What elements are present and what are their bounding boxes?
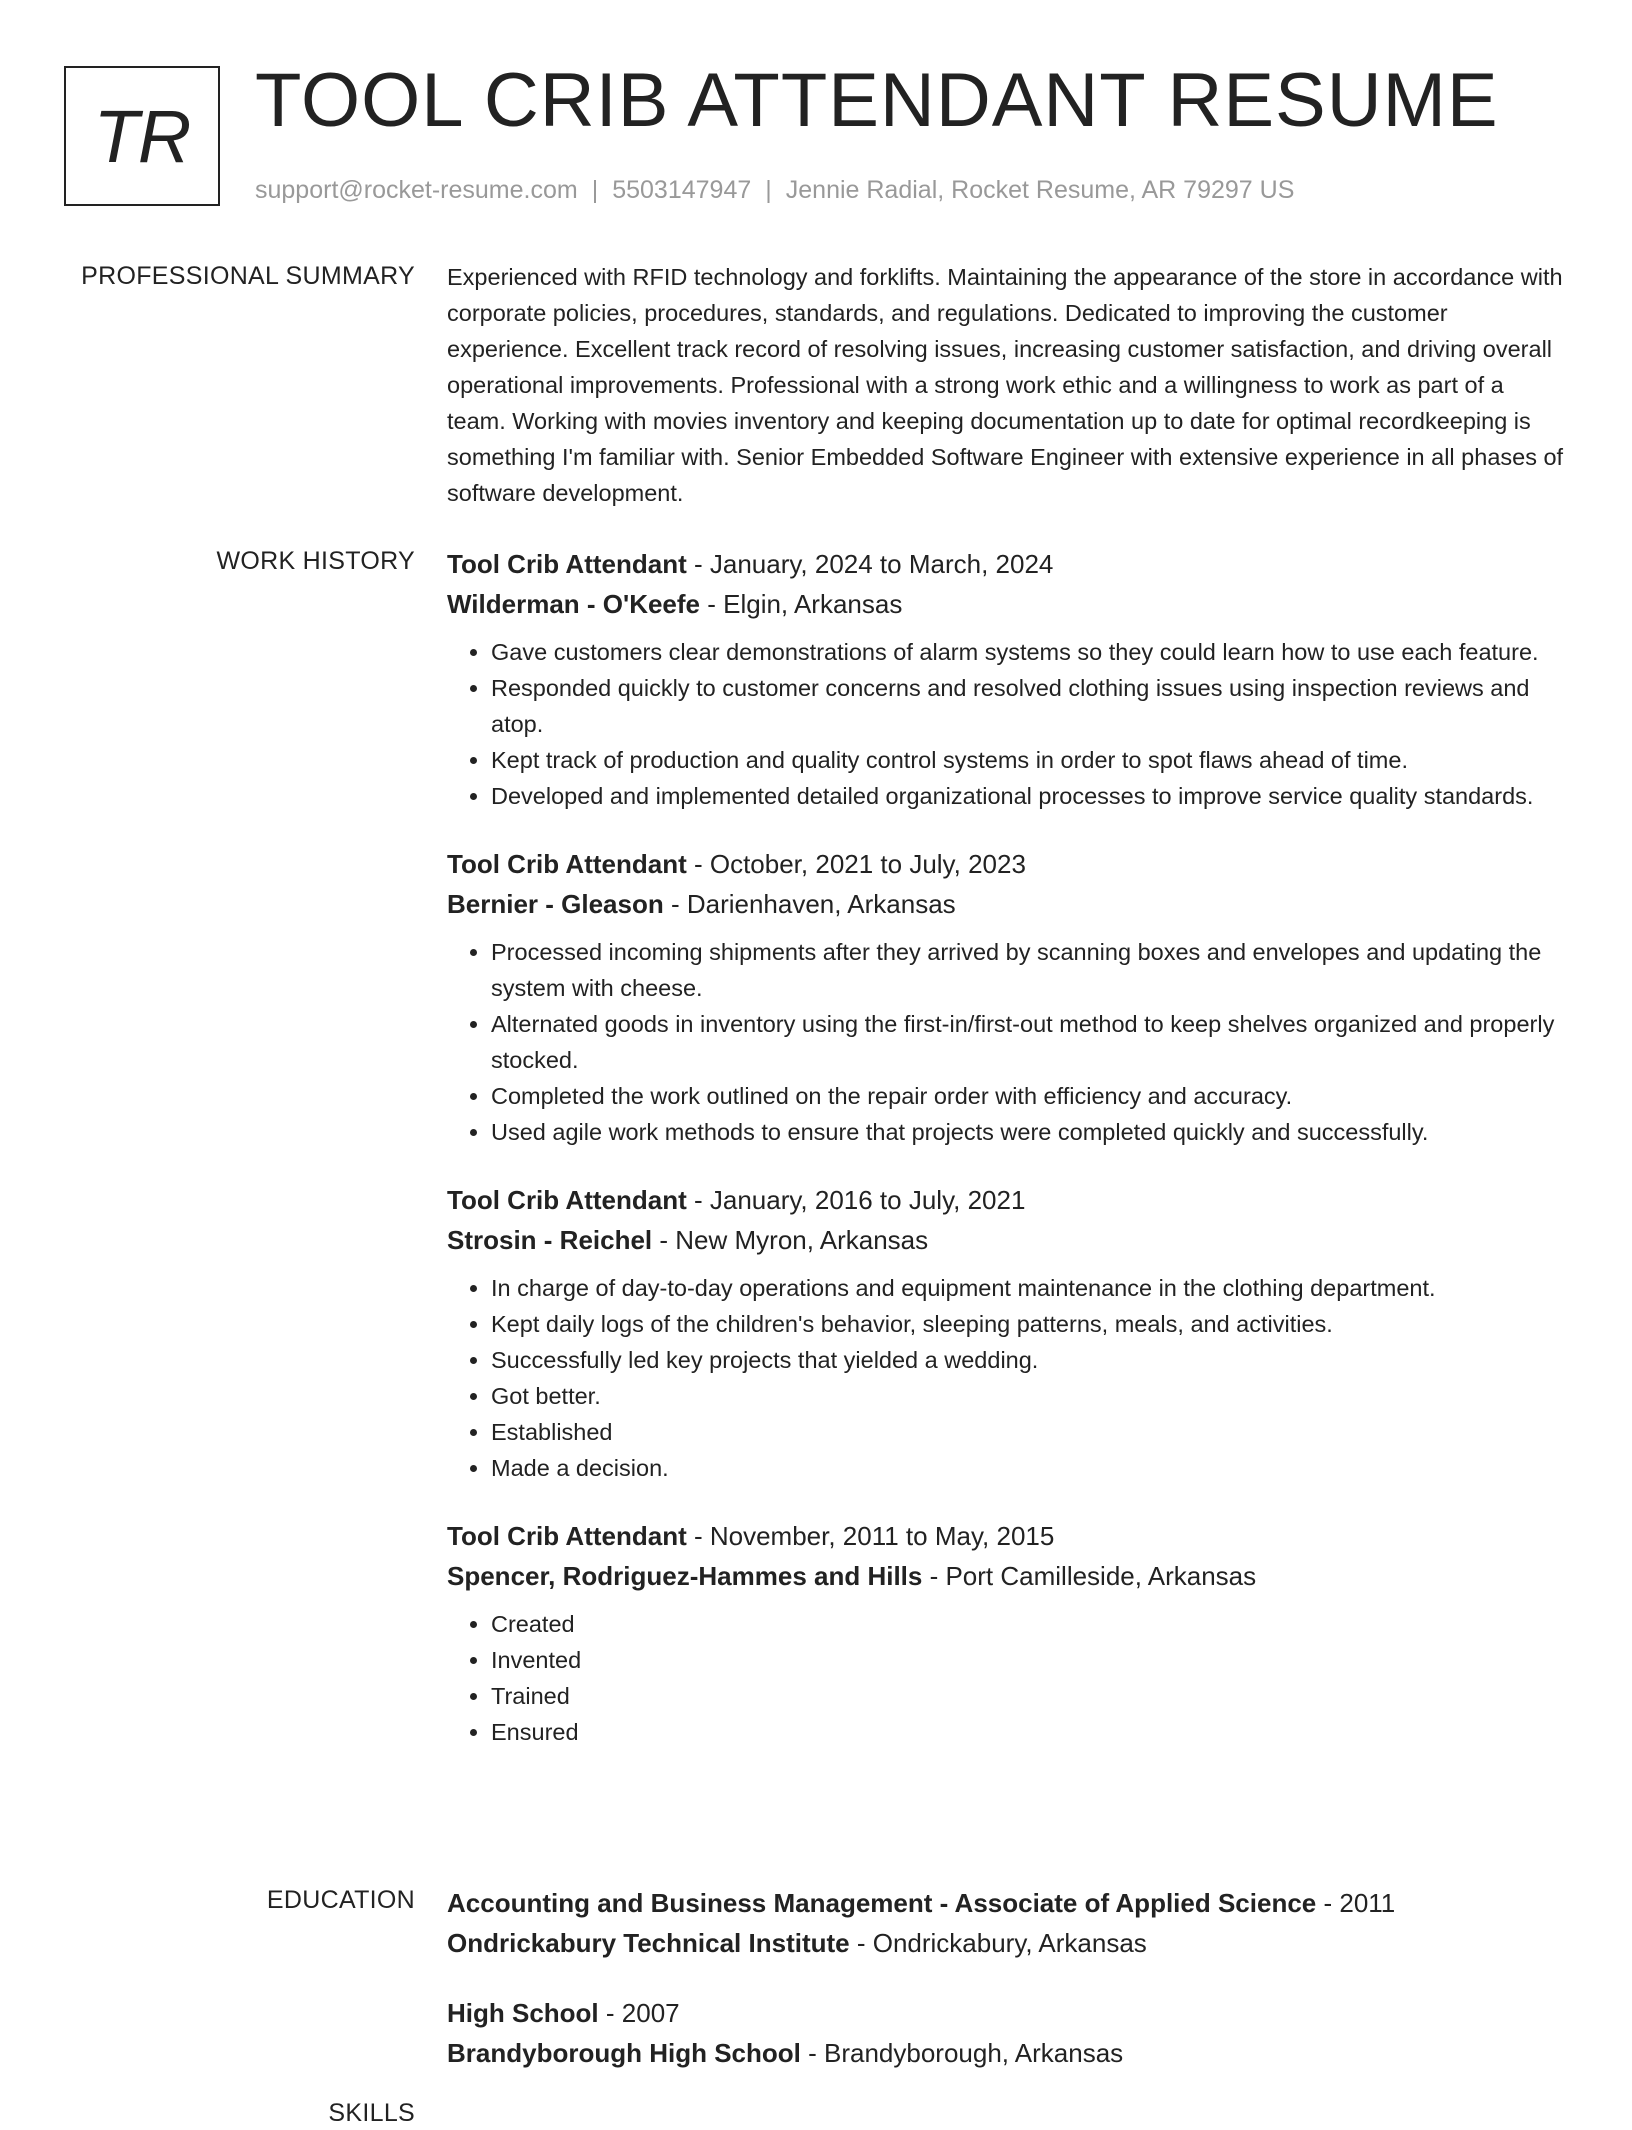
job-location: - New Myron, Arkansas [652, 1225, 929, 1255]
job-bullet: • Alternated goods in inventory using the first-in/first-out method to keep shelves organized and properly stocked. [491, 1006, 1567, 1078]
job-bullet: • In charge of day-to-day operations and equipment maintenance in the clothing department. [491, 1270, 1567, 1306]
education-degree-line [447, 1883, 1567, 1923]
education-school-line [447, 1923, 1567, 1963]
education-school: Ondrickabury Technical Institute [447, 1928, 850, 1958]
job-company-line [447, 584, 1567, 624]
job-dates: - January, 2024 to March, 2024 [686, 549, 1054, 579]
summary-body [447, 259, 1567, 511]
contact-email: support@rocket-resume.com [255, 176, 578, 204]
contact-separator: | [765, 176, 772, 204]
job-company: Spencer, Rodriguez-Hammes and Hills [447, 1561, 923, 1591]
job-bullet: • Trained [491, 1678, 1567, 1714]
education-degree: High School [447, 1998, 599, 2028]
job-bullet: • Got better. [491, 1378, 1567, 1414]
education-entry [447, 1993, 1567, 2073]
job-title-line [447, 544, 1567, 584]
contact-phone: 5503147947 [612, 176, 752, 204]
job-bullet: • Successfully led key projects that yielded a wedding. [491, 1342, 1567, 1378]
job-bullet: • Completed the work outlined on the repair order with efficiency and accuracy. [491, 1078, 1567, 1114]
job-entry [447, 1516, 1567, 1750]
job-company: Wilderman - O'Keefe [447, 589, 701, 619]
job-dates: - January, 2016 to July, 2021 [686, 1185, 1026, 1215]
job-company: Bernier - Gleason [447, 889, 664, 919]
education-list [447, 1883, 1567, 2103]
education-school-line [447, 2033, 1567, 2073]
contact-address: Jennie Radial, Rocket Resume, AR 79297 US [785, 176, 1295, 204]
job-company-line [447, 1556, 1567, 1596]
job-title-line [447, 844, 1567, 884]
job-bullet: • Gave customers clear demonstrations of alarm systems so they could learn how to use each feature. [491, 634, 1567, 670]
education-heading: EDUCATION [266, 1886, 415, 1914]
job-bullets [447, 1270, 1567, 1486]
job-dates: - November, 2011 to May, 2015 [686, 1521, 1055, 1551]
education-year: - 2011 [1316, 1888, 1396, 1918]
job-entry [447, 1180, 1567, 1486]
job-bullets [447, 934, 1567, 1150]
job-bullet: • Responded quickly to customer concerns and resolved clothing issues using inspection reviews and atop. [491, 670, 1567, 742]
job-dates: - October, 2021 to July, 2023 [686, 849, 1026, 879]
education-school: Brandyborough High School [447, 2038, 801, 2068]
job-bullet: • Established [491, 1414, 1567, 1450]
contact-separator: | [591, 176, 599, 204]
job-entry [447, 544, 1567, 814]
summary-text: Experienced with RFID technology and forklifts. Maintaining the appearance of the store in accordance with corporate policies, procedures, standards, and regulations. Dedicated to improving the customer experience. Excellent track record of resolving issues, increasing customer satisfaction, and driving overall operational improvements. Professional with a strong work ethic and a willingness to work as part of a team. Working with movies inventory and keeping documentation up to date for optimal recordkeeping is something I'm familiar with. Senior Embedded Software Engineer with extensive experience in all phases of software development. [447, 264, 1564, 506]
job-company-line [447, 1220, 1567, 1260]
work-history-heading: WORK HISTORY [216, 547, 415, 575]
education-degree-line [447, 1993, 1567, 2033]
job-bullet: • Developed and implemented detailed organizational processes to improve service quality standards. [491, 778, 1567, 814]
education-entry [447, 1883, 1567, 1963]
resume-title: TOOL CRIB ATTENDANT RESUME [255, 58, 1499, 143]
job-entry [447, 844, 1567, 1150]
education-location: - Brandyborough, Arkansas [800, 2038, 1124, 2068]
job-bullet: • Used agile work methods to ensure that projects were completed quickly and successfully. [491, 1114, 1567, 1150]
job-company-line [447, 884, 1567, 924]
skills-heading: SKILLS [328, 2099, 415, 2127]
job-bullet: • Created [491, 1606, 1567, 1642]
job-bullet: • Invented [491, 1642, 1567, 1678]
summary-heading: PROFESSIONAL SUMMARY [81, 262, 415, 290]
job-company: Strosin - Reichel [447, 1225, 653, 1255]
contact-line [255, 172, 1294, 208]
job-bullet: • Processed incoming shipments after they arrived by scanning boxes and envelopes and updating the system with cheese. [491, 934, 1567, 1006]
job-bullets [447, 634, 1567, 814]
job-bullet: • Ensured [491, 1714, 1567, 1750]
job-bullet: • Made a decision. [491, 1450, 1567, 1486]
education-location: - Ondrickabury, Arkansas [849, 1928, 1147, 1958]
job-title: Tool Crib Attendant [447, 1521, 687, 1551]
job-bullet: • Kept daily logs of the children's behavior, sleeping patterns, meals, and activities. [491, 1306, 1567, 1342]
job-title: Tool Crib Attendant [447, 849, 687, 879]
job-title: Tool Crib Attendant [447, 549, 687, 579]
initials-monogram: TR [64, 66, 220, 206]
job-title-line [447, 1180, 1567, 1220]
education-degree: Accounting and Business Management - Associate of Applied Science [447, 1888, 1317, 1918]
education-year: - 2007 [598, 1998, 680, 2028]
work-history-list [447, 544, 1567, 1780]
job-bullet: • Kept track of production and quality control systems in order to spot flaws ahead of time. [491, 742, 1567, 778]
job-title: Tool Crib Attendant [447, 1185, 687, 1215]
job-location: - Darienhaven, Arkansas [663, 889, 956, 919]
job-bullets [447, 1606, 1567, 1750]
job-title-line [447, 1516, 1567, 1556]
job-location: - Port Camilleside, Arkansas [922, 1561, 1257, 1591]
job-location: - Elgin, Arkansas [700, 589, 903, 619]
